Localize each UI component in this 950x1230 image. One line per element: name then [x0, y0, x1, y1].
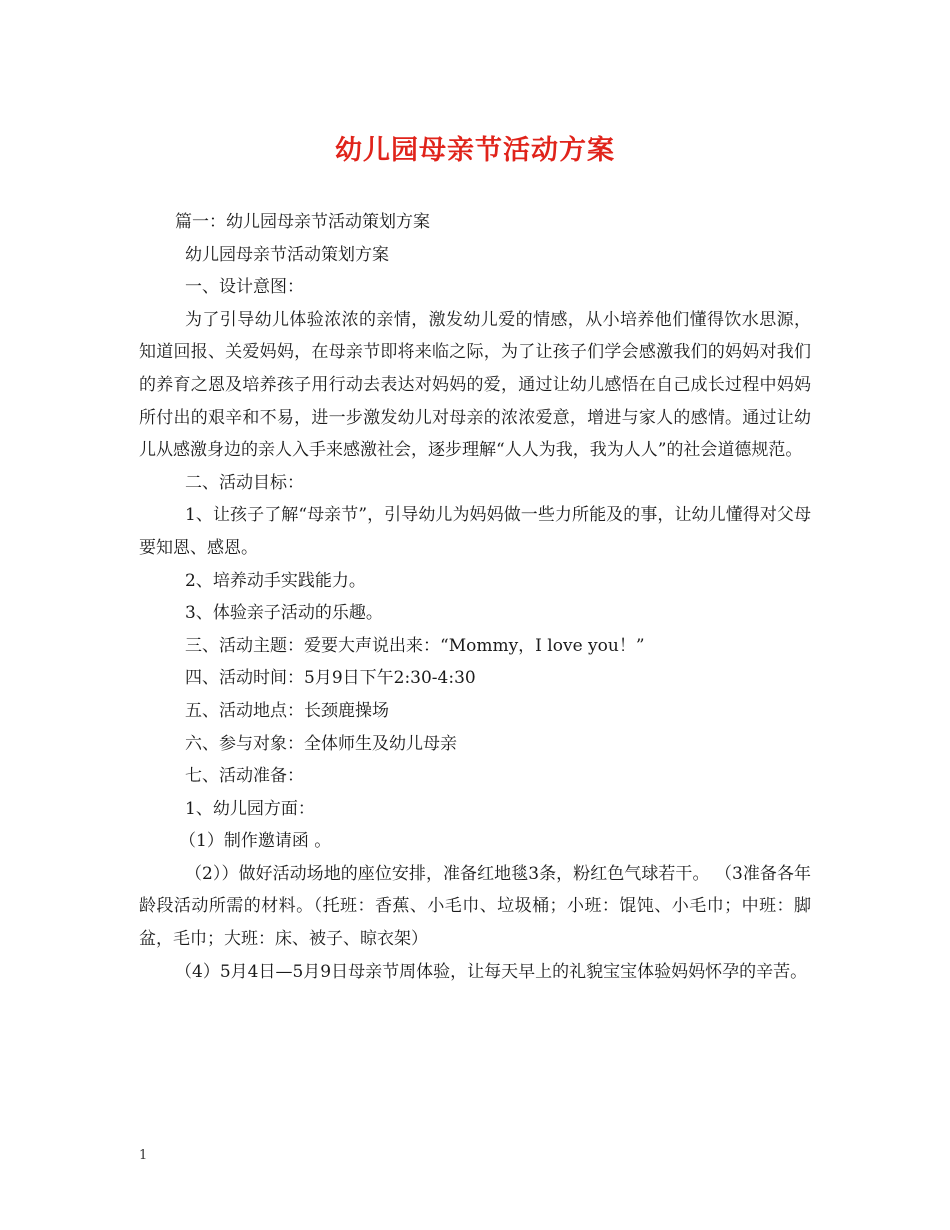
- paragraph: 三、活动主题：爱要大声说出来：“Mommy，I love you！”: [185, 635, 645, 656]
- section-heading: 篇一：幼儿园母亲节活动策划方案: [175, 212, 430, 232]
- paragraph: 2、培养动手实践能力。: [185, 570, 366, 591]
- section-heading: 七、活动准备：: [185, 766, 304, 787]
- list-item: （4）5月4日—5月9日母亲节周体验，让每天早上的礼貌宝宝体验妈妈怀孕的辛苦。: [175, 961, 808, 982]
- paragraph: 3、体验亲子活动的乐趣。: [185, 603, 383, 624]
- section-heading: 二、活动目标：: [185, 472, 304, 493]
- document-title: 幼儿园母亲节活动方案: [335, 135, 615, 166]
- section-heading: 一、设计意图：: [185, 277, 304, 298]
- list-item: （2））做好活动场地的座位安排，准备红地毯3条，粉红色气球若干。 （3准备各年龄段活动所需的材料。（托班：香蕉、小毛巾、垃圾桶；小班：馄饨、小毛巾；中班：脚盆，毛巾；大班：床、被子、晾衣架）: [139, 863, 811, 950]
- paragraph: 1、让孩子了解“母亲节”，引导幼儿为妈妈做一些力所能及的事，让幼儿懂得对父母要知恩、感恩。: [139, 505, 811, 558]
- sub-heading: 1、幼儿园方面：: [185, 798, 315, 819]
- list-item: （1）制作邀请函 。: [179, 831, 332, 852]
- paragraph: 四、活动时间：5月9日下午2:30-4:30: [185, 668, 476, 689]
- page-number: 1: [139, 1148, 148, 1163]
- paragraph: 为了引导幼儿体验浓浓的亲情，激发幼儿爱的情感，从小培养他们懂得饮水思源，知道回报、关爱妈妈，在母亲节即将来临之际，为了让孩子们学会感激我们的妈妈对我们的养育之恩及培养孩子用行动去表达对妈妈的爱，通过让幼儿感悟在自己成长过程中妈妈所付出的艰辛和不易，进一步激发幼儿对母亲的浓浓爱意，增进与家人的感情。通过让幼儿从感激身边的亲人入手来感激社会，逐步理解“人人为我，我为人人”的社会道德规范。: [139, 309, 811, 461]
- paragraph: 六、参与对象：全体师生及幼儿母亲: [185, 733, 457, 754]
- subtitle: 幼儿园母亲节活动策划方案: [185, 244, 389, 265]
- document-body: [139, 206, 811, 988]
- paragraph: 五、活动地点：长颈鹿操场: [185, 700, 389, 721]
